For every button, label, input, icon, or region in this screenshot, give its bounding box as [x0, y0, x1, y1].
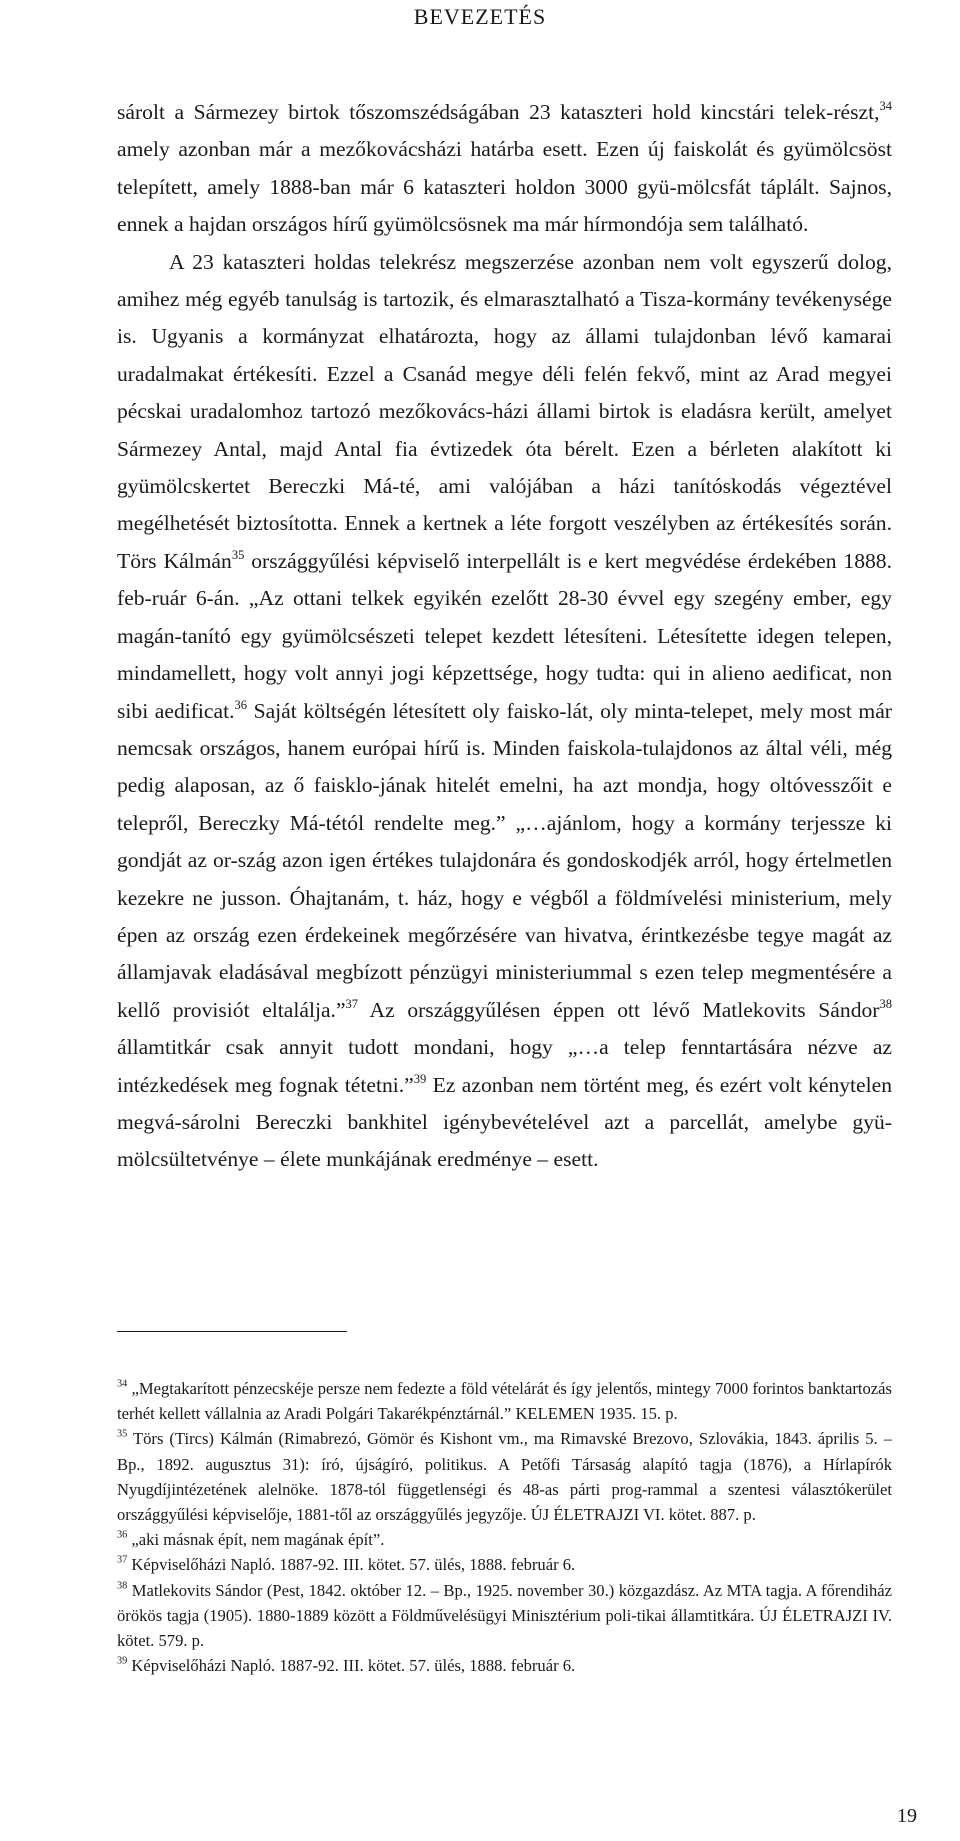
footnote-34: [117, 1376, 892, 1426]
footnote-text: „aki másnak épít, nem magának épít”.: [127, 1530, 385, 1550]
footnote-text: Matlekovits Sándor (Pest, 1842. október 12. – Bp., 1925. november 30.) közgazdász. Az MTA tagja. A főrendiház örökös tagja (1905). 1880-1889 között a Földművelésügyi Minisztérium poli-tikai államtitkára. ÚJ ÉLETRAJZI IV. kötet. 579. p.: [117, 1580, 892, 1651]
footnote-number: 38: [117, 1580, 128, 1592]
footnote-ref-35: 35: [231, 547, 245, 562]
footnote-text: Törs (Tircs) Kálmán (Rimabrezó, Gömör és Kishont vm., ma Rimavské Brezovo, Szlovákia, 1843. április 5. – Bp., 1892. augusztus 31): író, újságíró, politikus. A Petőfi Társaság alapító tagja (1876), a Hírlapírók Nyugdíjintézetének alelnöke. 1878-tól függetlenségi és 48-as párti prog-rammal a szentesi választókerület országgyűlési képviselője, 1881-től az országgyűlés jegyzője. ÚJ ÉLETRAJZI VI. kötet. 887. p.: [117, 1429, 892, 1525]
footnote-separator: [117, 1331, 347, 1332]
text-run: Ez azonban nem történt meg, és ezért volt kénytelen megvá-sárolni Bereczki bankhitel igénybevételével azt a parcellát, amelybe gyü-mölcsültetvénye – élete munkájának eredménye – esett.: [117, 1072, 892, 1172]
text-run: Az országgyűlésen éppen ott lévő Matlekovits Sándor: [358, 997, 880, 1022]
footnote-number: 36: [117, 1529, 128, 1541]
footnote-39: [117, 1653, 892, 1678]
footnote-ref-36: 36: [234, 697, 248, 712]
footnote-number: 37: [117, 1555, 128, 1567]
footnote-number: 39: [117, 1655, 128, 1667]
footnote-text: „Megtakarított pénzecskéje persze nem fedezte a föld vételárát és így jelentős, mintegy 7000 forintos banktartozás terhét kellett vállalnia az Aradi Polgári Takarékpénztárnál.” KELEMEN 1935. 15. p.: [117, 1379, 892, 1424]
footnote-38: [117, 1578, 892, 1654]
text-run: amely azonban már a mezőkovácsházi határba esett. Ezen új faiskolát és gyümölcsöst telepített, amely 1888-ban már 6 kataszteri holdon 3000 gyü-mölcsfát táplált. Sajnos, ennek a hajdan országos hírű gyümölcsösnek ma már hírmondója sem található.: [117, 137, 892, 237]
footnote-text: Képviselőházi Napló. 1887-92. III. kötet. 57. ülés, 1888. február 6.: [127, 1656, 576, 1676]
footnote-37: [117, 1552, 892, 1577]
paragraph-2: [117, 244, 892, 1179]
footnote-text: Képviselőházi Napló. 1887-92. III. kötet. 57. ülés, 1888. február 6.: [127, 1555, 576, 1575]
text-run: Saját költségén létesített oly faisko-lát, oly minta-telepet, mely most már nemcsak országos, hanem európai hírű is. Minden faiskola-tulajdonos az által véli, még pedig alaposan, az ő faisklo-jának hitelét emelni, ha azt mondja, hogy oltóvesszőit e telepről, Bereczky Má-tétól rendelte meg.” „…ajánlom, hogy a kormány terjessze ki gondját az or-szág azon igen értékes tulajdonára és gondoskodjék arról, hogy értelmetlen kezekre ne jusson. Óhajtanám, t. ház, hogy e végből a földmívelési ministerium, mely épen az ország ezen érdekeinek megőrzésére van hivatva, érintkezésbe tegye magát az államjavak eladásával megbízott pénzügyi ministeriummal s ezen telep megmentésére a kellő provisiót eltalálja.”: [117, 698, 892, 1022]
text-run: A 23 kataszteri holdas telekrész megszerzése azonban nem volt egyszerű dolog, amihez még egyéb tanulság is tartozik, és elmarasztalható a Tisza-kormány tevékenysége is. Ugyanis a kormányzat elhatározta, hogy az állami tulajdonban lévő kamarai uradalmakat értékesíti. Ezzel a Csanád megye déli felén fekvő, mint az Arad megyei pécskai uradalomhoz tartozó mezőkovács-házi állami birtok is eladásra került, amelyet Sármezey Antal, majd Antal fia évtizedek óta bérelt. Ezen a bérleten alakított ki gyümölcskertet Bereczki Má-té, ami valójában a házi tanítóskodás végeztével megélhetését biztosította. Ennek a kertnek a léte forgott veszélyben az értékesítés során. Törs Kálmán: [117, 249, 892, 573]
text-run: országgyűlési képviselő interpellált is e kert megvédése érdekében 1888. feb-ruár 6-án. „Az ottani telkek egyikén ezelőtt 28-30 évvel egy szegény ember, egy magán-tanító egy gyümölcsészeti telepet kezdett létesíteni. Létesítette idegen telepen, mindamellett, hogy volt annyi jogi képzettsége, hogy tudta: qui in alieno aedificat, non sibi aedificat.: [117, 548, 892, 723]
footnote-ref-39: 39: [413, 1071, 427, 1086]
paragraph-1: [117, 94, 892, 244]
footnote-ref-38: 38: [879, 996, 892, 1011]
footnote-36: [117, 1527, 892, 1552]
footnotes: [117, 1376, 892, 1678]
text-run: államtitkár csak annyit tudott mondani, hogy „…a telep fenntartására nézve az intézkedések meg fognak tétetni.”: [117, 1035, 892, 1097]
footnote-ref-34: 34: [879, 98, 892, 113]
body-text: [117, 94, 892, 1179]
page-number: 19: [897, 1805, 917, 1827]
footnote-number: 35: [117, 1429, 128, 1440]
footnote-ref-37: 37: [345, 996, 359, 1011]
text-run: sárolt a Sármezey birtok tőszomszédságában 23 kataszteri hold kincstári telek-részt,: [117, 100, 880, 124]
footnote-35: [117, 1426, 892, 1527]
running-header: BEVEZETÉS: [413, 4, 547, 29]
footnote-number: 34: [117, 1378, 128, 1390]
